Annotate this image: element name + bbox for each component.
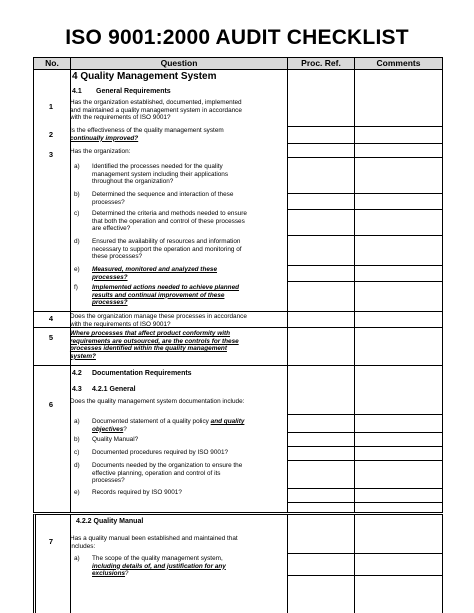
section-4-1-title: General Requirements bbox=[96, 88, 171, 95]
item-6d-text: Documents needed by the organization to ensure the effective planning, operation and control of its processes? bbox=[92, 462, 243, 485]
item-3c-text: Determined the criteria and methods needed to ensure that both the operation and control of these processes are effective? bbox=[92, 210, 247, 233]
item-6a-letter: a) bbox=[74, 418, 80, 425]
item-6b-text: Quality Manual? bbox=[92, 436, 139, 443]
item-3f-letter: f) bbox=[74, 284, 78, 291]
question-number-4: 4 bbox=[48, 314, 54, 323]
question-number-1: 1 bbox=[48, 102, 54, 111]
item-3d-letter: d) bbox=[74, 238, 80, 245]
question-1-text: Has the organization established, documented, implemented and maintained a quality management system in accordance with the requirements of ISO 9001? bbox=[70, 99, 242, 122]
item-6c-letter: c) bbox=[74, 449, 80, 456]
question-number-2: 2 bbox=[48, 130, 54, 139]
section-4-2-1-title: 4.2.1 General bbox=[92, 386, 136, 393]
col-question-header: Question bbox=[160, 58, 198, 68]
item-7a-text: The scope of the quality management system, including details of, and justification for any exclusions? bbox=[92, 555, 226, 578]
question-number-6: 6 bbox=[48, 400, 54, 409]
item-6b-letter: b) bbox=[74, 436, 80, 443]
section-4-2-number: 4.2 bbox=[72, 370, 82, 377]
item-3a-letter: a) bbox=[74, 163, 80, 170]
question-number-3: 3 bbox=[48, 150, 54, 159]
item-3e-text: Measured, monitored and analyzed these processes? bbox=[92, 266, 218, 281]
section-4-2-2-title: 4.2.2 Quality Manual bbox=[76, 518, 144, 525]
col-no-header: No. bbox=[45, 58, 59, 68]
section-4-1-number: 4.1 bbox=[72, 88, 82, 95]
item-3b-letter: b) bbox=[74, 191, 80, 198]
question-3-text: Has the organization: bbox=[70, 148, 131, 155]
item-3a-text: Identified the processes needed for the quality management system including their applications throughout the organization? bbox=[92, 163, 229, 186]
col-comments-header: Comments bbox=[376, 58, 421, 68]
question-4-text: Does the organization manage these processes in accordance with the requirements of ISO 9001? bbox=[70, 313, 247, 328]
item-7a-emphasis: including details of, and justification for any exclusions bbox=[92, 562, 226, 578]
item-3d-text: Ensured the availability of resources and information necessary to support the operation and monitoring of these processes? bbox=[92, 238, 242, 261]
item-6e-letter: e) bbox=[74, 489, 80, 496]
question-5-text: Where processes that affect product conformity with requirements are outsourced, are the controls for these processes identified within the quality management system? bbox=[70, 330, 239, 360]
item-3b-text: Determined the sequence and interaction of these processes? bbox=[92, 191, 234, 206]
section-4-2-title: Documentation Requirements bbox=[92, 370, 192, 377]
item-3e-letter: e) bbox=[74, 266, 80, 273]
section-4-3-number: 4.3 bbox=[72, 386, 82, 393]
item-6e-text: Records required by ISO 9001? bbox=[92, 489, 182, 496]
col-procref-header: Proc. Ref. bbox=[301, 58, 341, 68]
question-number-7: 7 bbox=[48, 537, 54, 546]
item-6d-letter: d) bbox=[74, 462, 80, 469]
item-7a-letter: a) bbox=[74, 555, 80, 562]
question-2-emphasis: continually improved? bbox=[70, 134, 139, 142]
item-6a-emphasis: and quality objectives bbox=[92, 418, 245, 433]
question-2-text: Is the effectiveness of the quality management system continually improved? bbox=[70, 127, 224, 142]
question-6-text: Does the quality management system documentation include: bbox=[70, 398, 245, 405]
item-6a-text: Documented statement of a quality policy and quality objectives? bbox=[92, 418, 245, 433]
page-title: ISO 9001:2000 AUDIT CHECKLIST bbox=[65, 26, 409, 49]
section-4-heading: 4 Quality Management System bbox=[72, 71, 217, 82]
question-7-text: Has a quality manual been established and maintained that includes: bbox=[70, 535, 238, 550]
question-number-5: 5 bbox=[48, 333, 54, 342]
item-3f-text: Implemented actions needed to achieve planned results and continual improvement of these processes? bbox=[92, 284, 240, 307]
item-6c-text: Documented procedures required by ISO 9001? bbox=[92, 449, 229, 456]
item-3c-letter: c) bbox=[74, 210, 80, 217]
